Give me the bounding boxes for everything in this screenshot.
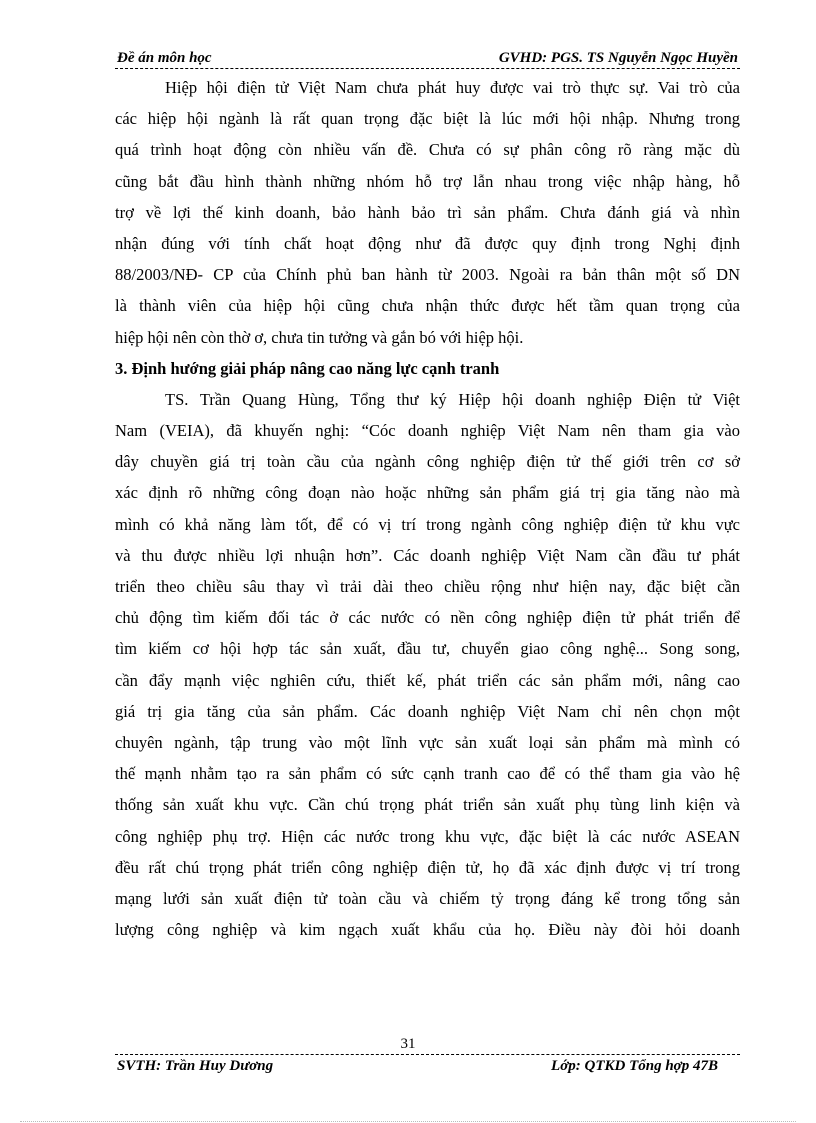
text-line: TS. Trần Quang Hùng, Tổng thư ký Hiệp hội doanh nghiệp Điện tử Việt bbox=[165, 389, 740, 409]
text-line: mình có khả năng làm tốt, để có vị trí trong ngành công nghiệp điện tử khu vực bbox=[115, 514, 740, 534]
text-line: công nghiệp phụ trợ. Hiện các nước trong khu vực, đặc biệt là các nước ASEAN bbox=[115, 826, 740, 846]
text-line: triển theo chiều sâu thay vì trải dài theo chiều rộng như hiện nay, đặc biệt cần bbox=[115, 577, 740, 596]
paragraph-dinh-huong bbox=[115, 384, 740, 945]
paragraph-hiep-hoi bbox=[115, 72, 740, 353]
text-line: đều rất chú trọng phát triển công nghiệp điện tử, họ đã xác định được vị trí trong bbox=[115, 857, 740, 877]
page-number: 31 bbox=[400, 1036, 416, 1052]
text-line: dây chuyền giá trị toàn cầu của ngành công nghiệp điện tử thế giới trên cơ sở bbox=[115, 452, 740, 472]
text-line: chuyên ngành, tập trung vào một lĩnh vực sản xuất loại sản phẩm mà mình có bbox=[115, 732, 740, 752]
text-line: cũng bắt đầu hình thành những nhóm hỗ trợ lẫn nhau trong việc nhập hàng, hỗ bbox=[115, 171, 740, 191]
text-line: là thành viên của hiệp hội cũng chưa nhận thức được hết tầm quan trọng của bbox=[115, 296, 740, 316]
text-line: tìm kiếm cơ hội hợp tác sản xuất, đầu tư, chuyển giao công nghệ... Song song, bbox=[115, 639, 740, 659]
section-heading: 3. Định hướng giải pháp nâng cao năng lực cạnh tranh bbox=[115, 358, 500, 378]
text-line: chủ động tìm kiếm đối tác ở các nước có nền công nghiệp điện tử phát triển để bbox=[115, 608, 740, 628]
page-header bbox=[115, 48, 740, 69]
header-supervisor: GVHD: PGS. TS Nguyễn Ngọc Huyền bbox=[498, 50, 738, 66]
text-line: nhận đúng với tính chất hoạt động như đã được quy định trong Nghị định bbox=[115, 233, 740, 253]
text-line: xác định rõ những công đoạn nào hoặc những sản phẩm giá trị gia tăng nào mà bbox=[115, 483, 740, 503]
text-line: hiệp hội nên còn thờ ơ, chưa tin tưởng và gắn bó với hiệp hội. bbox=[115, 327, 524, 347]
header-course-title: Đề án môn học bbox=[117, 50, 212, 66]
text-line: Hiệp hội điện tử Việt Nam chưa phát huy được vai trò thực sự. Vai trò của bbox=[165, 78, 740, 97]
page-bottom-divider bbox=[20, 1121, 796, 1122]
document-body bbox=[115, 72, 740, 945]
page-footer bbox=[115, 1058, 740, 1078]
text-line: trợ về lợi thế kinh doanh, bảo hành bảo trì sản phẩm. Chưa đánh giá và nhìn bbox=[115, 202, 740, 222]
text-line: giá trị gia tăng của sản phẩm. Các doanh nghiệp Việt Nam chỉ nên chọn một bbox=[115, 701, 740, 721]
footer-class: Lớp: QTKD Tổng hợp 47B bbox=[551, 1058, 718, 1074]
footer-student: SVTH: Trần Huy Dương bbox=[117, 1058, 274, 1074]
text-line: lượng công nghiệp và kim ngạch xuất khẩu của họ. Điều này đòi hỏi doanh bbox=[115, 920, 740, 940]
text-line: và thu được nhiều lợi nhuận hơn”. Các doanh nghiệp Việt Nam cần đầu tư phát bbox=[115, 545, 740, 565]
text-line: thống sản xuất khu vực. Cần chú trọng phát triển sản xuất phụ tùng linh kiện và bbox=[115, 795, 740, 815]
text-line: mạng lưới sản xuất điện tử toàn cầu và chiếm tỷ trọng đáng kể trong tổng sản bbox=[115, 888, 740, 908]
footer-divider bbox=[115, 1054, 740, 1055]
text-line: Nam (VEIA), đã khuyến nghị: “Cóc doanh nghiệp Việt Nam nên tham gia vào bbox=[115, 421, 740, 441]
text-line: thế mạnh nhằm tạo ra sản phẩm có sức cạnh tranh cao để có thể tham gia vào hệ bbox=[115, 764, 740, 784]
text-line: quá trình hoạt động còn nhiều vấn đề. Chưa có sự phân công rõ ràng mặc dù bbox=[115, 140, 740, 160]
text-line: các hiệp hội ngành là rất quan trọng đặc biệt là lúc mới hội nhập. Nhưng trong bbox=[115, 109, 740, 129]
text-line: 88/2003/NĐ- CP của Chính phủ ban hành từ 2003. Ngoài ra bản thân một số DN bbox=[115, 265, 740, 285]
text-line: cần đẩy mạnh việc nghiên cứu, thiết kế, phát triển các sản phẩm mới, nâng cao bbox=[115, 670, 740, 690]
